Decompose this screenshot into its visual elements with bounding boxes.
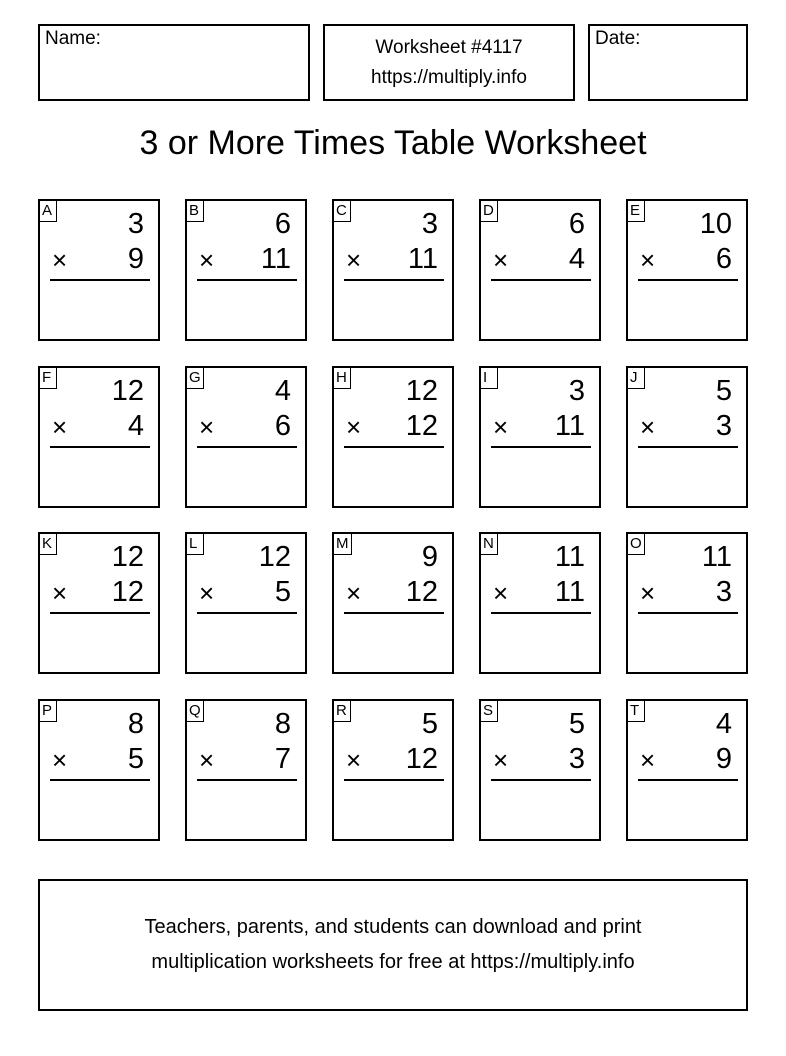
problem-cell	[185, 532, 307, 674]
answer-line	[344, 779, 444, 781]
problem-cell	[38, 699, 160, 841]
worksheet-number: Worksheet #4117	[375, 36, 523, 58]
problem-cell	[626, 699, 748, 841]
multiplicand: 5	[568, 708, 585, 740]
multiplier: 11	[554, 576, 585, 608]
times-sign: ×	[52, 745, 68, 775]
problem-letter: E	[627, 200, 645, 222]
answer-line	[491, 779, 591, 781]
answer-line	[638, 279, 738, 281]
problem-letter: L	[186, 533, 204, 555]
multiplier: 3	[715, 410, 732, 442]
times-sign: ×	[52, 245, 68, 275]
multiplicand: 3	[421, 208, 438, 240]
worksheet-info-box	[323, 24, 575, 101]
problem-cell	[332, 366, 454, 508]
answer-line	[50, 446, 150, 448]
answer-line	[491, 446, 591, 448]
problem-cell	[479, 532, 601, 674]
multiplier: 4	[127, 410, 144, 442]
problem-cell	[626, 532, 748, 674]
footer-line-1: Teachers, parents, and students can download and print	[144, 916, 642, 938]
multiplicand: 9	[421, 541, 438, 573]
multiplicand: 8	[127, 708, 144, 740]
problem-letter: H	[333, 367, 351, 389]
answer-line	[197, 279, 297, 281]
problem-letter: B	[186, 200, 204, 222]
multiplier: 5	[274, 576, 291, 608]
problem-letter: J	[627, 367, 645, 389]
multiplicand: 8	[274, 708, 291, 740]
problem-cell	[38, 199, 160, 341]
date-field-box	[588, 24, 748, 101]
answer-line	[638, 446, 738, 448]
problem-cell	[626, 366, 748, 508]
problem-cell	[185, 699, 307, 841]
multiplicand: 3	[568, 375, 585, 407]
multiplier: 12	[405, 576, 438, 608]
problem-cell	[479, 199, 601, 341]
problem-letter: O	[627, 533, 645, 555]
problem-letter: C	[333, 200, 351, 222]
multiplier: 9	[715, 743, 732, 775]
times-sign: ×	[493, 412, 509, 442]
times-sign: ×	[493, 745, 509, 775]
times-sign: ×	[346, 245, 362, 275]
multiplicand: 10	[699, 208, 732, 240]
multiplicand: 5	[715, 375, 732, 407]
multiplier: 4	[568, 243, 585, 275]
multiplicand: 6	[274, 208, 291, 240]
multiplier: 6	[274, 410, 291, 442]
name-label: Name:	[45, 28, 101, 49]
problem-letter: A	[39, 200, 57, 222]
problem-letter: F	[39, 367, 57, 389]
name-field-box	[38, 24, 310, 101]
times-sign: ×	[640, 412, 656, 442]
answer-line	[50, 779, 150, 781]
problem-letter: D	[480, 200, 498, 222]
times-sign: ×	[199, 245, 215, 275]
times-sign: ×	[640, 745, 656, 775]
multiplier: 7	[274, 743, 291, 775]
answer-line	[491, 612, 591, 614]
answer-line	[344, 279, 444, 281]
problem-letter: G	[186, 367, 204, 389]
multiplier: 3	[568, 743, 585, 775]
times-sign: ×	[199, 745, 215, 775]
times-sign: ×	[346, 412, 362, 442]
problem-cell	[626, 199, 748, 341]
times-sign: ×	[199, 578, 215, 608]
multiplier: 5	[127, 743, 144, 775]
multiplicand: 4	[274, 375, 291, 407]
problem-letter: P	[39, 700, 57, 722]
answer-line	[344, 446, 444, 448]
problem-cell	[332, 199, 454, 341]
times-sign: ×	[640, 578, 656, 608]
problem-cell	[38, 366, 160, 508]
answer-line	[197, 446, 297, 448]
problem-cell	[479, 366, 601, 508]
multiplier: 11	[554, 410, 585, 442]
multiplier: 11	[260, 243, 291, 275]
multiplicand: 5	[421, 708, 438, 740]
answer-line	[50, 612, 150, 614]
times-sign: ×	[640, 245, 656, 275]
problem-cell	[332, 699, 454, 841]
footer-box	[38, 879, 748, 1011]
answer-line	[344, 612, 444, 614]
answer-line	[50, 279, 150, 281]
answer-line	[638, 779, 738, 781]
problem-cell	[38, 532, 160, 674]
problem-cell	[479, 699, 601, 841]
problem-letter: T	[627, 700, 645, 722]
multiplicand: 6	[568, 208, 585, 240]
times-sign: ×	[493, 578, 509, 608]
answer-line	[197, 612, 297, 614]
problem-cell	[185, 366, 307, 508]
times-sign: ×	[52, 412, 68, 442]
multiplicand: 11	[554, 541, 585, 573]
worksheet-url: https://multiply.info	[371, 66, 527, 88]
multiplicand: 12	[258, 541, 291, 573]
multiplicand: 12	[111, 541, 144, 573]
problem-letter: I	[480, 367, 498, 389]
problem-letter: Q	[186, 700, 204, 722]
problem-grid	[38, 199, 748, 841]
times-sign: ×	[52, 578, 68, 608]
answer-line	[491, 279, 591, 281]
times-sign: ×	[346, 578, 362, 608]
answer-line	[197, 779, 297, 781]
problem-letter: S	[480, 700, 498, 722]
problem-letter: R	[333, 700, 351, 722]
multiplier: 9	[127, 243, 144, 275]
multiplier: 3	[715, 576, 732, 608]
multiplicand: 12	[405, 375, 438, 407]
multiplicand: 12	[111, 375, 144, 407]
times-sign: ×	[493, 245, 509, 275]
multiplicand: 3	[127, 208, 144, 240]
problem-cell	[185, 199, 307, 341]
footer-line-2: multiplication worksheets for free at https://multiply.info	[151, 951, 635, 973]
problem-cell	[332, 532, 454, 674]
multiplicand: 4	[715, 708, 732, 740]
times-sign: ×	[346, 745, 362, 775]
multiplicand: 11	[701, 541, 732, 573]
date-label: Date:	[595, 28, 641, 49]
problem-letter: K	[39, 533, 57, 555]
multiplier: 12	[405, 743, 438, 775]
multiplier: 6	[715, 243, 732, 275]
problem-letter: M	[333, 533, 352, 555]
answer-line	[638, 612, 738, 614]
times-sign: ×	[199, 412, 215, 442]
multiplier: 12	[405, 410, 438, 442]
multiplier: 12	[111, 576, 144, 608]
multiplier: 11	[407, 243, 438, 275]
problem-letter: N	[480, 533, 498, 555]
worksheet-title: 3 or More Times Table Worksheet	[139, 124, 647, 162]
